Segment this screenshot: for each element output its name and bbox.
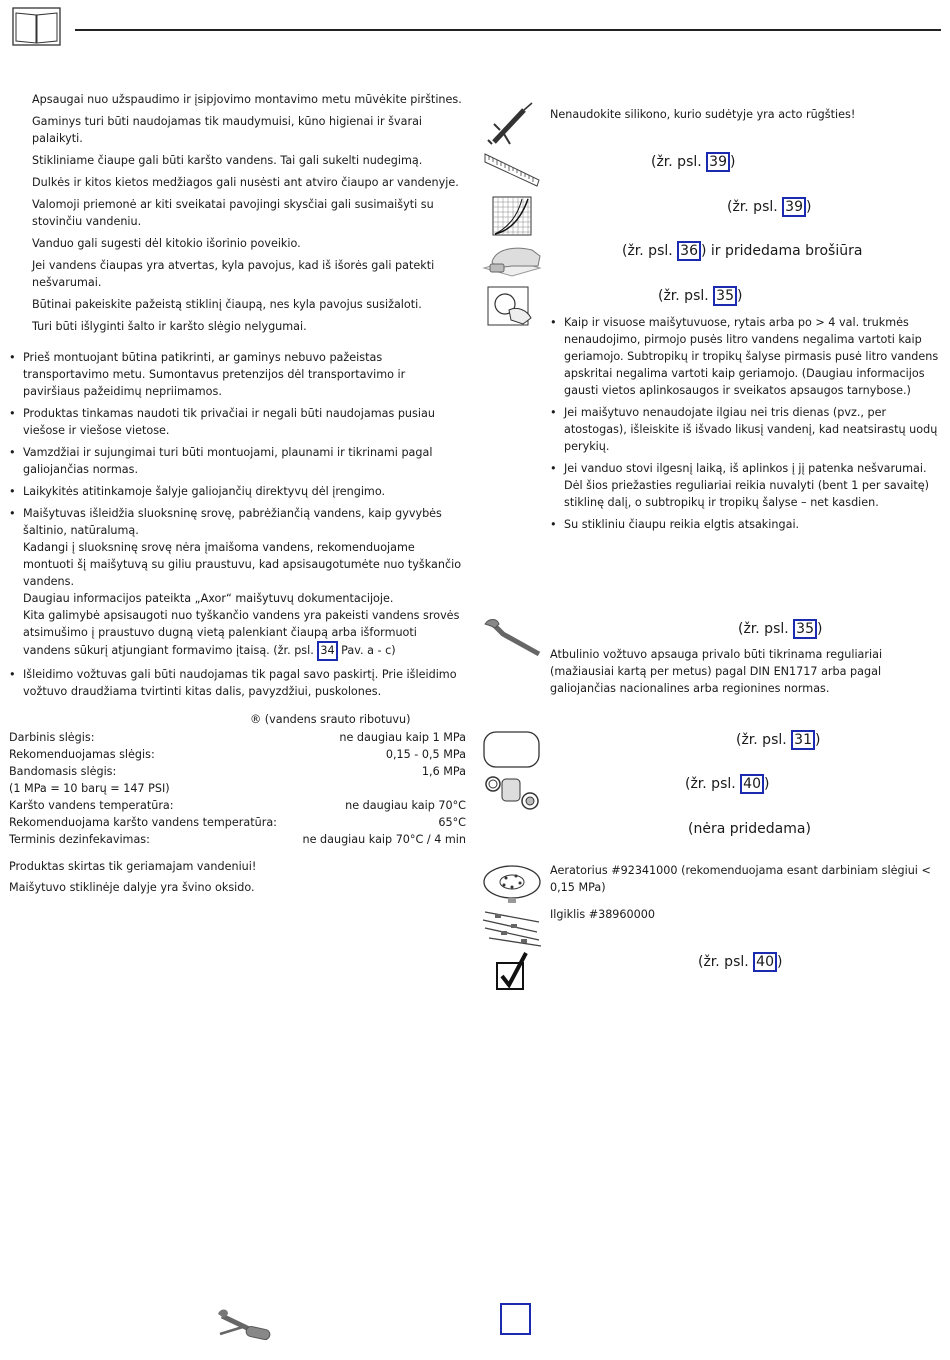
page-ref xyxy=(685,774,769,794)
page-number-box xyxy=(500,1303,531,1335)
specs-header: ® (vandens srauto ribotuvu) xyxy=(250,713,411,726)
ref-suffix: ) ir pridedama brošiūra xyxy=(700,243,863,259)
ref-prefix: (žr. psl. xyxy=(727,199,783,215)
ref-prefix: (žr. psl. xyxy=(622,243,678,259)
spec-row xyxy=(9,831,466,848)
spec-value: ne daugiau kaip 1 MPa xyxy=(339,731,466,744)
page-ref xyxy=(622,241,862,261)
lead-oxide-note: Maišytuvo stiklinėje dalyje yra švino oksido. xyxy=(9,881,255,894)
specs-table xyxy=(9,729,466,848)
ref-prefix: (žr. psl. xyxy=(736,732,792,748)
not-included-label: (nėra pridedama) xyxy=(688,821,811,837)
drinking-water-note: Produktas skirtas tik geriamajam vandeniui! xyxy=(9,860,257,873)
safety-note: Stikliniame čiaupe gali būti karšto vandens. Tai gali sukelti nudegimą. xyxy=(32,154,423,167)
rounded-rect-icon xyxy=(483,731,541,769)
page-ref-link[interactable]: 36 xyxy=(677,241,701,261)
usage-note: • Jei vanduo stovi ilgesnį laiką, iš aplinkos į jį patenka nešvarumai. Dėl šios priežasties reguliariai reikia nuvalyti (bent 1 per savaitę) stiklinę dalį, o subtropikų ir tropikų šalyse – net kasdien. xyxy=(550,460,940,511)
safety-note: Gaminys turi būti naudojamas tik maudymuisi, kūno higienai ir švarai palaikyti. xyxy=(32,115,423,145)
ref-prefix: (žr. psl. xyxy=(658,288,714,304)
ruler-icon xyxy=(483,152,541,190)
safety-note: Valomoji priemonė ar kiti sveikatai pavojingi skysčiai gali susimaišyti su stovinčiu vandeniu. xyxy=(32,198,434,228)
page-ref xyxy=(727,197,811,217)
spec-row xyxy=(9,797,466,814)
spec-label: Rekomenduojama karšto vandens temperatūra: xyxy=(9,816,277,829)
page-ref xyxy=(658,286,742,306)
ref-prefix: (žr. psl. xyxy=(738,621,794,637)
page-ref-link[interactable]: 35 xyxy=(793,619,817,639)
hand-valve-icon xyxy=(487,286,533,326)
ref-suffix: ) xyxy=(776,954,783,970)
install-note-line: Pav. a - c) xyxy=(337,644,396,657)
safety-note: Dulkės ir kitos kietos medžiagos gali nusėsti ant atviro čiaupo ar vandenyje. xyxy=(32,176,459,189)
install-note: • Produktas tinkamas naudoti tik privačiai ir negali būti naudojamas pusiau viešose ir viešose vietose. xyxy=(9,405,464,439)
install-note-line: Maišytuvas išleidžia sluoksninę srovę, pabrėžiančią vandens, kaip gyvybės šaltinio, natūralumą. xyxy=(23,507,442,537)
page-ref-link[interactable]: 40 xyxy=(753,952,777,972)
aerator-note: Aeratorius #92341000 (rekomenduojama esant darbiniam slėgiui < 0,15 MPa) xyxy=(550,864,931,894)
spec-label: Terminis dezinfekavimas: xyxy=(9,833,150,846)
aerator-icon xyxy=(482,862,544,904)
safety-note: Turi būti išlyginti šalto ir karšto slėgio nelygumai. xyxy=(32,320,307,333)
spec-value: 65°C xyxy=(438,816,466,829)
install-note: • Laikykitės atitinkamoje šalyje galiojančių direktyvų dėl įrengimo. xyxy=(9,483,464,500)
page-ref-link[interactable]: 31 xyxy=(791,730,815,750)
spec-row xyxy=(9,780,466,797)
ref-suffix: ) xyxy=(763,776,770,792)
ref-suffix: ) xyxy=(816,621,823,637)
page-ref-link[interactable]: 39 xyxy=(782,197,806,217)
page-ref xyxy=(698,952,782,972)
install-note xyxy=(9,505,464,661)
ref-suffix: ) xyxy=(729,154,736,170)
extension-note: Ilgiklis #38960000 xyxy=(550,908,656,921)
spec-label: Rekomenduojamas slėgis: xyxy=(9,748,155,761)
ref-suffix: ) xyxy=(814,732,821,748)
spec-label: Karšto vandens temperatūra: xyxy=(9,799,174,812)
install-note: • Vamzdžiai ir sujungimai turi būti montuojami, plaunami ir tikrinami pagal galiojančias normas. xyxy=(9,444,464,478)
manual-book-icon xyxy=(12,7,62,47)
usage-note: • Su stikliniu čiaupu reikia elgtis atsakingai. xyxy=(550,516,940,533)
wrench-icon xyxy=(483,618,543,658)
spec-row xyxy=(9,729,466,746)
safety-notes xyxy=(32,91,462,340)
silicone-note: Nenaudokite silikono, kurio sudėtyje yra acto rūgšties! xyxy=(550,108,856,121)
tools-icon xyxy=(216,1308,274,1348)
install-note-line: Kita galimybė apsisaugoti nuo tyškančio vandens yra pakeisti vandens srovės atsimušimo į praustuvo dugną vietą palenkiant čiaupą arba išformuoti vandens sūkurį atjungiant formavimo įtaisą. (žr. psl. xyxy=(23,609,460,657)
usage-note: • Kaip ir visuose maišytuvuose, rytais arba po > 4 val. trukmės nenaudojimo, pirmojo pusės litro vandens negalima vartoti kaip geriamojo. Subtropikų ir tropikų šalyse pirmasis pusė litro vandens apskritai negalima vartoti kaip geriamojo. (Daugiau informacijos gausti vietos aplinkosaugos ir sveikatos apsaugos tarnybose.) xyxy=(550,314,940,399)
spec-label: Bandomasis slėgis: xyxy=(9,765,117,778)
install-note-line: Daugiau informacijos pateikta „Axor“ maišytuvų dokumentacijoje. xyxy=(23,592,394,605)
spec-row xyxy=(9,763,466,780)
checkbox-checked-icon xyxy=(495,951,529,993)
page-ref-link[interactable]: 35 xyxy=(713,286,737,306)
ref-prefix: (žr. psl. xyxy=(698,954,754,970)
page-ref-link[interactable]: 34 xyxy=(317,641,337,661)
check-valve-parts-icon xyxy=(484,773,544,813)
ref-suffix: ) xyxy=(736,288,743,304)
safety-note: Vanduo gali sugesti dėl kitokio išorinio poveikio. xyxy=(32,237,301,250)
silicone-gun-icon xyxy=(486,100,536,148)
page-ref xyxy=(736,730,820,750)
hand-cleaning-icon xyxy=(482,240,544,278)
ref-suffix: ) xyxy=(805,199,812,215)
spec-value: 1,6 MPa xyxy=(421,765,466,778)
spec-value: ne daugiau kaip 70°C xyxy=(345,799,466,812)
pressure-graph-icon xyxy=(492,196,532,236)
extension-bolts-icon xyxy=(481,906,545,948)
safety-note: Jei vandens čiaupas yra atvertas, kyla pavojus, kad iš išorės gali patekti nešvarumai. xyxy=(32,259,435,289)
spec-value: ne daugiau kaip 70°C / 4 min xyxy=(302,833,466,846)
safety-note: Apsaugai nuo užspaudimo ir įsipjovimo montavimo metu mūvėkite pirštines. xyxy=(32,93,462,106)
spec-label: (1 MPa = 10 barų = 147 PSI) xyxy=(9,782,170,795)
header-rule xyxy=(75,29,941,31)
ref-prefix: (žr. psl. xyxy=(685,776,741,792)
spec-label: Darbinis slėgis: xyxy=(9,731,95,744)
install-notes xyxy=(9,349,464,705)
usage-notes xyxy=(550,314,940,538)
spec-value: 0,15 - 0,5 MPa xyxy=(385,748,466,761)
spec-row xyxy=(9,746,466,763)
page-ref xyxy=(651,152,735,172)
page-ref-link[interactable]: 40 xyxy=(740,774,764,794)
usage-note: • Jei maišytuvo nenaudojate ilgiau nei tris dienas (pvz., per atostogas), išleiskite iš išvado likusį vandenį, kad neatsirastų uodų perykių. xyxy=(550,404,940,455)
page-ref-link[interactable]: 39 xyxy=(706,152,730,172)
valve-maintenance-note: Atbulinio vožtuvo apsauga privalo būti tikrinama reguliariai (mažiausiai kartą per metus) pagal DIN EN1717 arba pagal galiojančias nacionalines arba regionines normas. xyxy=(550,648,883,695)
install-note: • Prieš montuojant būtina patikrinti, ar gaminys nebuvo pažeistas transportavimo metu. Sumontavus pretenzijos dėl transportavimo ir paviršiaus pažeidimų nepriimamos. xyxy=(9,349,464,400)
page-ref xyxy=(738,619,822,639)
install-note-line: Kadangi į sluoksninę srovę nėra įmaišoma vandens, rekomenduojame montuoti šį maišytuvą su giliu praustuvu, kad apsisaugotumėte nuo tyškančio vandens. xyxy=(23,541,462,588)
install-note: • Išleidimo vožtuvas gali būti naudojamas tik pagal savo paskirtį. Prie išleidimo vožtuvo draudžiama tvirtinti kitas dalis, pavyzdžiui, puskolones. xyxy=(9,666,464,700)
ref-prefix: (žr. psl. xyxy=(651,154,707,170)
safety-note: Būtinai pakeiskite pažeistą stiklinį čiaupą, nes kyla pavojus susižaloti. xyxy=(32,298,422,311)
spec-row xyxy=(9,814,466,831)
